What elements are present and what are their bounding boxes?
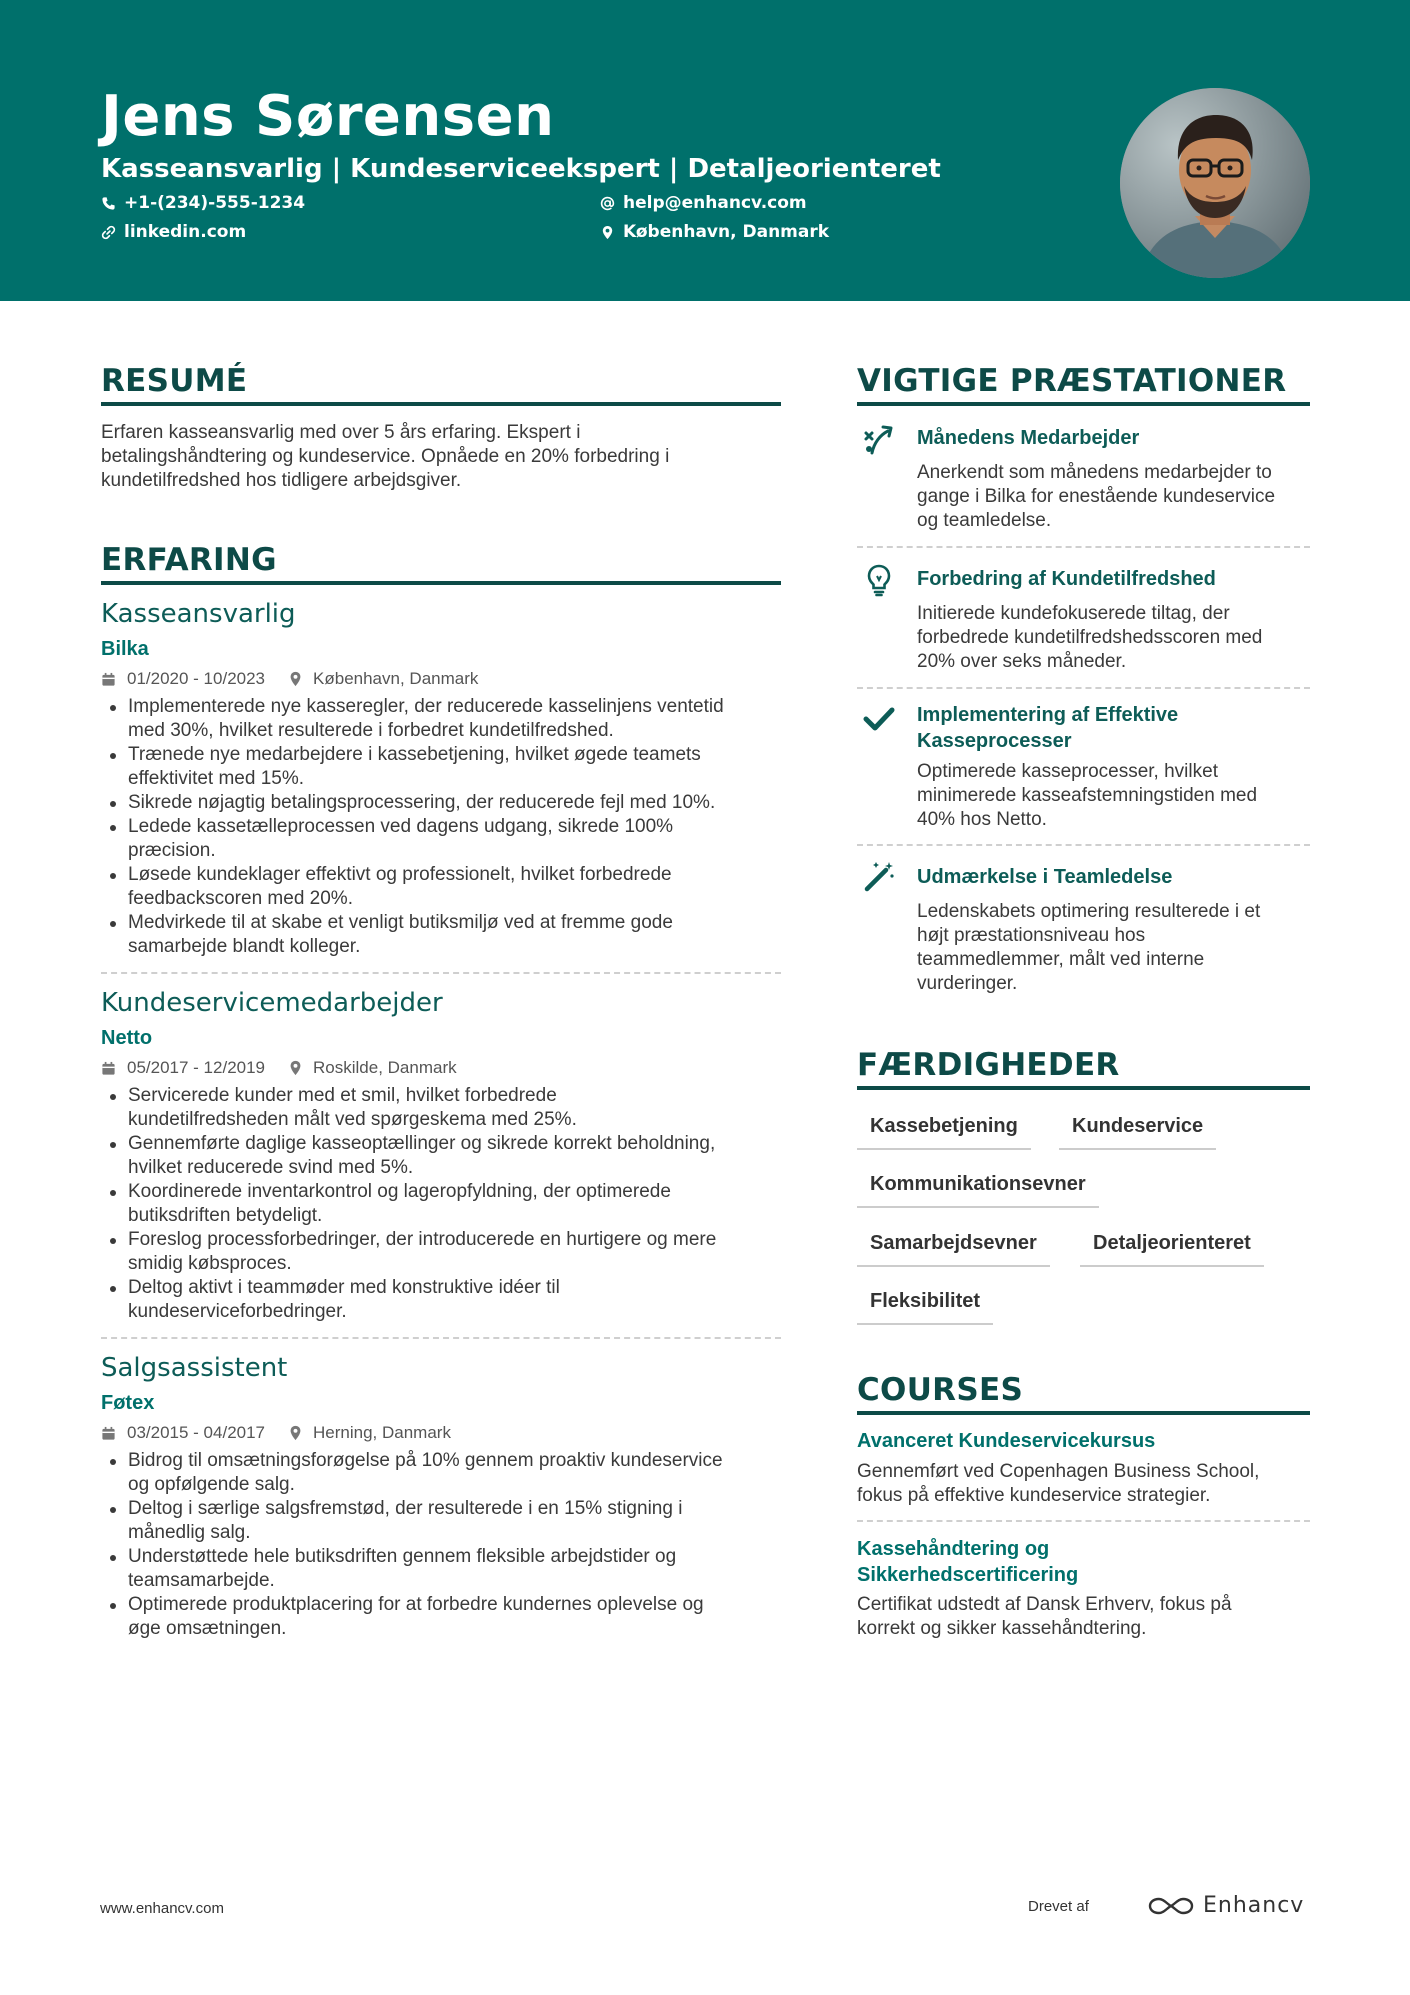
skills-heading: FÆRDIGHEDER: [857, 1047, 1120, 1083]
achievements-rule: [857, 402, 1310, 406]
job-meta: [101, 1056, 457, 1080]
job-bullets: [101, 695, 781, 959]
location-pin-icon: [289, 1425, 302, 1441]
location-pin-icon: [289, 671, 302, 687]
list-item: Medvirkede til at skabe et venligt butiksmiljø ved at fremme gode samarbejde blandt kolleger.: [101, 911, 781, 959]
list-item: Optimerede produktplacering for at forbedre kundernes oplevelse og øge omsætningen.: [101, 1593, 781, 1641]
experience-heading: ERFARING: [101, 542, 277, 578]
enhancv-logo[interactable]: [1147, 1893, 1304, 1918]
achievement-title: Månedens Medarbejder: [917, 427, 1140, 449]
list-item: Ledede kassetælleprocessen ved dagens udgang, sikrede 100% præcision.: [101, 815, 781, 863]
candidate-subtitle: Kasseansvarlig | Kundeserviceekspert | Detaljeorienteret: [101, 154, 941, 184]
achievement-title: Forbedring af Kundetilfredshed: [917, 568, 1216, 590]
linkedin-text: linkedin.com: [124, 222, 247, 242]
achievement-desc: Optimerede kasseprocesser, hvilket minimerede kasseafstemningstiden med 40% hos Netto.: [917, 761, 1258, 830]
list-item: Implementerede nye kasseregler, der reducerede kasselinjens ventetid med 30%, hvilket resulterede i forbedret kundetilfredshed.: [101, 695, 781, 743]
achievement-desc: Ledenskabets optimering resulterede i et højt præstationsniveau hos teammedlemmer, målt ved interne vurderinger.: [917, 901, 1261, 994]
infinity-logo-icon: [1147, 1894, 1195, 1918]
strategy-icon: [862, 423, 896, 457]
job-bullets: [101, 1449, 781, 1641]
summary-heading: RESUMÉ: [101, 363, 248, 399]
course-desc: Gennemført ved Copenhagen Business School, fokus på effektive kundeservice strategier.: [857, 1461, 1260, 1506]
contact-linkedin[interactable]: [101, 220, 246, 244]
summary-rule: [101, 402, 781, 406]
skill-tag: Kassebetjening: [857, 1113, 1031, 1150]
lightbulb-icon: [862, 563, 896, 597]
profile-photo: [1120, 88, 1310, 278]
skills-rule: [857, 1086, 1310, 1090]
achievement-title: Implementering af Effektive Kasseprocesser: [917, 704, 1179, 752]
company-name: Føtex: [101, 1392, 155, 1414]
skill-tag: Kommunikationsevner: [857, 1171, 1099, 1208]
list-item: Bidrog til omsætningsforøgelse på 10% gennem proaktiv kundeservice og opfølgende salg.: [101, 1449, 781, 1497]
list-item: Foreslog processforbedringer, der introducerede en hurtigere og mere smidig købsproces.: [101, 1228, 781, 1276]
checkmark-icon: [862, 702, 896, 736]
contact-location: [600, 220, 829, 244]
phone-text: +1-(234)-555-1234: [124, 193, 306, 213]
list-item: Sikrede nøjagtig betalingsprocessering, der reducerede fejl med 10%.: [101, 791, 781, 815]
footer-url[interactable]: www.enhancv.com: [100, 1900, 224, 1917]
job-location: Herning, Danmark: [313, 1423, 451, 1442]
achievements-heading: VIGTIGE PRÆSTATIONER: [857, 363, 1287, 399]
contact-email[interactable]: [600, 191, 807, 215]
header-banner: [0, 0, 1410, 301]
list-item: Deltog i særlige salgsfremstød, der resulterede i en 15% stigning i månedlig salg.: [101, 1497, 781, 1545]
list-item: Deltog aktivt i teammøder med konstruktive idéer til kundeserviceforbedringer.: [101, 1276, 781, 1324]
email-text: help@enhancv.com: [623, 193, 807, 213]
summary-line: Erfaren kasseansvarlig med over 5 års erfaring. Ekspert i: [101, 422, 581, 443]
brand-name: Enhancv: [1203, 1893, 1305, 1918]
courses-rule: [857, 1411, 1310, 1415]
calendar-icon: [101, 1426, 116, 1441]
job-meta: [101, 1421, 451, 1445]
link-icon: [101, 225, 116, 240]
job-title: Kasseansvarlig: [101, 599, 296, 629]
divider: [101, 1337, 781, 1339]
skill-tag: Fleksibilitet: [857, 1288, 993, 1325]
avatar: [1120, 88, 1310, 278]
summary-line: kundetilfredshed hos tidligere arbejdsgiver.: [101, 470, 462, 491]
skill-tag: Samarbejdsevner: [857, 1230, 1050, 1267]
job-dates: 01/2020 - 10/2023: [127, 669, 266, 688]
course-title: Kassehåndtering og Sikkerhedscertificering: [857, 1538, 1079, 1586]
achievement-title: Udmærkelse i Teamledelse: [917, 866, 1173, 888]
magic-wand-icon: [862, 859, 896, 893]
achievement-desc: Initierede kundefokuserede tiltag, der forbedrede kundetilfredshedsscoren med 20% over seks måneder.: [917, 603, 1263, 672]
course-title: Avanceret Kundeservicekursus: [857, 1430, 1156, 1452]
list-item: Gennemførte daglige kasseoptællinger og sikrede korrekt beholdning, hvilket reducerede svind med 5%.: [101, 1132, 781, 1180]
divider: [857, 687, 1310, 689]
list-item: Servicerede kunder med et smil, hvilket forbedrede kundetilfredsheden målt ved spørgeskema med 25%.: [101, 1084, 781, 1132]
candidate-name: Jens Sørensen: [101, 84, 555, 149]
job-title: Salgsassistent: [101, 1353, 288, 1383]
divider: [101, 972, 781, 974]
job-dates: 03/2015 - 04/2017: [127, 1423, 266, 1442]
experience-rule: [101, 581, 781, 585]
at-icon: [600, 196, 615, 211]
course-desc: Certifikat udstedt af Dansk Erhverv, fokus på korrekt og sikker kassehåndtering.: [857, 1594, 1232, 1639]
location-pin-icon: [289, 1060, 302, 1076]
summary-line: betalingshåndtering og kundeservice. Opnåede en 20% forbedring i: [101, 446, 670, 467]
company-name: Bilka: [101, 638, 149, 660]
job-dates: 05/2017 - 12/2019: [127, 1058, 266, 1077]
calendar-icon: [101, 672, 116, 687]
job-meta: [101, 667, 478, 691]
location-text: København, Danmark: [623, 222, 830, 242]
achievement-desc: Anerkendt som månedens medarbejder to gange i Bilka for enestående kundeservice og teamledelse.: [917, 462, 1276, 531]
divider: [857, 1520, 1310, 1522]
company-name: Netto: [101, 1027, 153, 1049]
list-item: Koordinerede inventarkontrol og lageropfyldning, der optimerede butiksdriften betydeligt.: [101, 1180, 781, 1228]
phone-icon: [101, 196, 116, 211]
contact-phone[interactable]: [101, 191, 305, 215]
job-title: Kundeservicemedarbejder: [101, 988, 443, 1018]
list-item: Løsede kundeklager effektivt og professionelt, hvilket forbedrede feedbackscoren med 20%.: [101, 863, 781, 911]
skill-tag: Kundeservice: [1059, 1113, 1216, 1150]
skill-tag: Detaljeorienteret: [1080, 1230, 1264, 1267]
job-location: Roskilde, Danmark: [313, 1058, 457, 1077]
job-bullets: [101, 1084, 781, 1324]
divider: [857, 546, 1310, 548]
footer-powered-by: Drevet af: [1028, 1898, 1089, 1915]
courses-heading: COURSES: [857, 1372, 1024, 1408]
job-location: København, Danmark: [313, 669, 479, 688]
list-item: Trænede nye medarbejdere i kassebetjening, hvilket øgede teamets effektivitet med 15%.: [101, 743, 781, 791]
divider: [857, 844, 1310, 846]
location-pin-icon: [600, 225, 615, 240]
calendar-icon: [101, 1061, 116, 1076]
list-item: Understøttede hele butiksdriften gennem fleksible arbejdstider og teamsamarbejde.: [101, 1545, 781, 1593]
